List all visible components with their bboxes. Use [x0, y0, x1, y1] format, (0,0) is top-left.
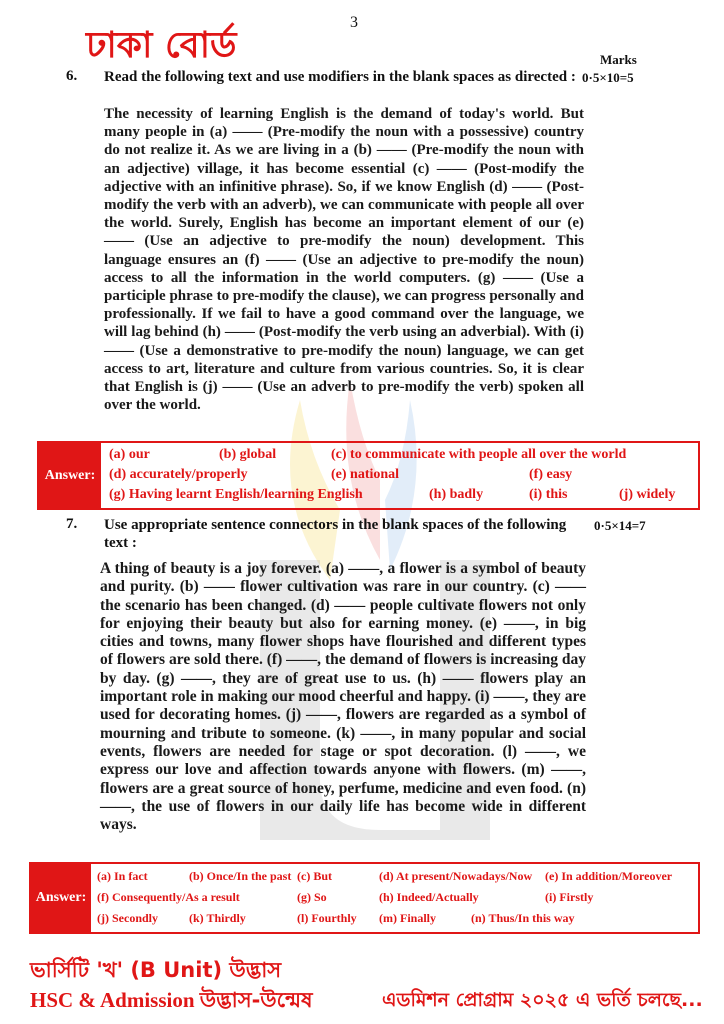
- question-7-number: 7.: [66, 516, 78, 532]
- question-6-answer-label: Answer:: [39, 443, 101, 508]
- answer-6b: (b) global: [219, 447, 277, 462]
- question-7-marks: 0·5×14=7: [594, 518, 646, 533]
- answer-6i: (i) this: [529, 487, 568, 502]
- answer-7d: (d) At present/Nowadays/Now: [379, 869, 533, 883]
- answer-7k: (k) Thirdly: [189, 911, 246, 925]
- footer-hsc-admission-en: HSC & Admission: [30, 988, 195, 1012]
- question-6-instruction: Read the following text and use modifiers in the blank spaces as directed :: [104, 69, 576, 85]
- footer-university-unit: ভার্সিটি 'খ' (B Unit) উদ্ভাস: [30, 958, 282, 982]
- answer-6h: (h) badly: [429, 487, 484, 502]
- answer-7a: (a) In fact: [97, 869, 148, 883]
- answer-7l: (l) Fourthly: [297, 911, 357, 925]
- answer-7f: (f) Consequently/As a result: [97, 890, 240, 904]
- footer-hsc-admission: [30, 984, 313, 1019]
- question-6-passage-text: The necessity of learning English is the demand of today's world. But many people in (a) —— (Pre-modify the noun with a possessive) country do not realize it. As we are living in a (b) —— (Pre-modify the noun with an adjective) village, it has become essential (c) —— (Post-modify the adjective with an infinitive phrase). So, if we know English (d) —— (Post-modify the verb with an adverb), we can communicate with people all over the world. Surely, English has become an important element of our (e) —— (Use an adjective to pre-modify the noun) development. This language ensures an (f) —— (Use an adjective to pre-modify the noun) access to all the information in the world computers. (g) —— (Use a participle phrase to pre-modify the clause), we can progress personally and professionally. If we fail to have a good command over the language, we will lag behind (h) —— (Post-modify the verb using an adverbial). With (i) —— (Use a demonstrative to pre-modify the noun) language, we can get access to art, literature and culture from various countries. So, it is clear that English is (j) —— (Use an adverb to pre-modify the verb) spoken all over the world.: [104, 106, 584, 414]
- question-7-passage-text: A thing of beauty is a joy forever. (a) ——, a flower is a symbol of beauty and purity. (b) —— flower cultivation was rare in our country. (c) —— the scenario has been changed. (d) —— people cultivate flowers not only for enjoying their beauty but also for earning money. (e) ——, in big cities and towns, many flower shops have flourished and different types of flowers are sold there. (f) ——, the demand of flowers is increasing day by day. (g) ——, they are of great use to us. (h) —— flowers play an important role in making our mood cheerful and happy. (i) ——, they are used for decorating homes. (j) ——, flowers are regarded as a symbol of mourning and tribute to someone. (k) ——, in many popular and social events, flowers are needed for stage or spot decoration. (l) ——, we express our love and affection towards anyone with flowers. (m) ——, flowers are a great source of honey, perfume, medicine and even food. (n) ——, the use of flowers in our daily life has become wide in different ways.: [100, 560, 586, 834]
- question-7-answer-label: Answer:: [31, 864, 91, 932]
- answer-7h: (h) Indeed/Actually: [379, 890, 479, 904]
- answer-6j: (j) widely: [619, 487, 676, 502]
- question-7-instruction: Use appropriate sentence connectors in the blank spaces of the following text :: [104, 517, 567, 551]
- footer-admission-program: এডমিশন প্রোগ্রাম ২০২৫ এ ভর্তি চলছে...: [382, 989, 703, 1011]
- answer-7g: (g) So: [297, 890, 327, 904]
- answer-6a: (a) our: [109, 447, 150, 462]
- answer-7e: (e) In addition/Moreover: [545, 869, 673, 883]
- question-6-answer-box: [37, 441, 700, 510]
- answer-6d: (d) accurately/properly: [109, 467, 248, 482]
- answer-7c: (c) But: [297, 869, 332, 883]
- answer-7m: (m) Finally: [379, 911, 436, 925]
- page-number: 3: [350, 14, 358, 31]
- marks-label: Marks: [600, 52, 637, 67]
- answer-6f: (f) easy: [529, 467, 573, 482]
- answer-7j: (j) Secondly: [97, 911, 158, 925]
- answer-7i: (i) Firstly: [545, 890, 594, 904]
- answer-7b: (b) Once/In the past: [189, 869, 292, 883]
- question-6-number: 6.: [66, 68, 78, 84]
- answer-6e: (e) national: [331, 467, 400, 482]
- answer-6g: (g) Having learnt English/learning English: [109, 487, 363, 502]
- question-7-passage: [100, 560, 586, 834]
- footer-hsc-admission-bn: উদ্ভাস-উন্মেষ: [199, 988, 313, 1012]
- question-6-marks: 0·5×10=5: [582, 70, 634, 85]
- board-title: ঢাকা বোর্ড: [86, 25, 237, 66]
- answer-7n: (n) Thus/In this way: [471, 911, 575, 925]
- question-7-answer-box: [29, 862, 700, 934]
- answer-6c: (c) to communicate with people all over the world: [331, 447, 627, 462]
- question-6-passage: [104, 105, 584, 414]
